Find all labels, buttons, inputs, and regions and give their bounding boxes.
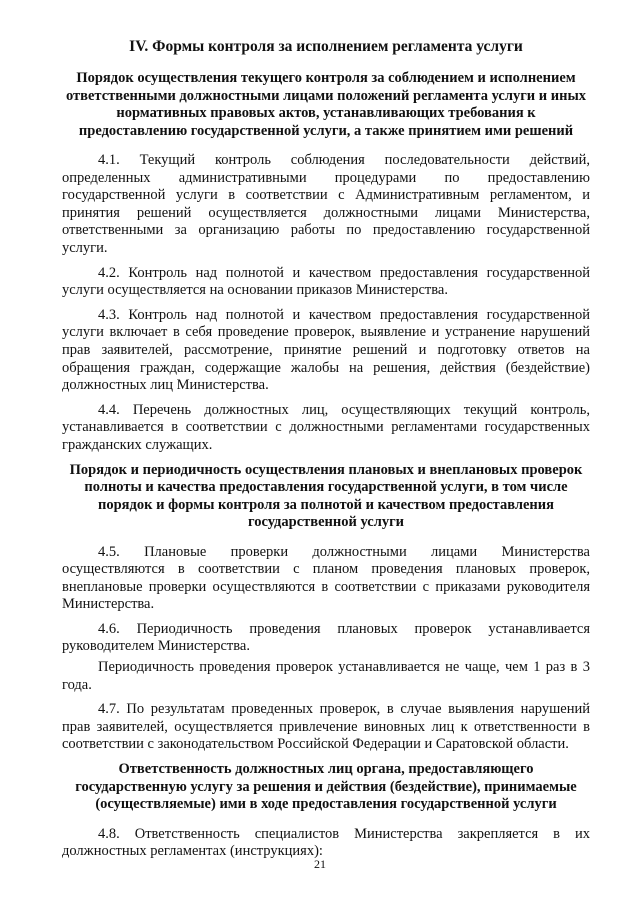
heading-inspections: Порядок и периодичность осуществления плановых и внеплановых проверок полноты и качества предоставления государственной услуги, в том числе порядок и формы контроля за полнотой и качеством предоставления государственной услуги — [69, 461, 583, 530]
paragraph-4-6: 4.6. Периодичность проведения плановых проверок устанавливается руководителем Министерства. — [62, 620, 590, 655]
paragraph-4-2: 4.2. Контроль над полнотой и качеством предоставления государственной услуги осуществляется на основании приказов Министерства. — [62, 264, 590, 299]
heading-responsibility: Ответственность должностных лиц органа, предоставляющего государственную услугу за решения и действия (бездействие), принимаемые (осуществляемые) ими в ходе предоставления государственной услуги — [75, 761, 577, 813]
paragraph-4-5: 4.5. Плановые проверки должностными лицами Министерства осуществляются в соответствии с планом проведения плановых проверок, внеплановые проверки осуществляются в соответствии с приказами руководителя Министерства. — [62, 543, 590, 613]
paragraph-4-3: 4.3. Контроль над полнотой и качеством предоставления государственной услуги включает в себя проведение проверок, выявление и устранение нарушений прав заявителей, рассмотрение, принятие решений и подготовку ответов на обращения граждан, содержащие жалобы на решения, действия (бездействие) должностных лиц Министерства. — [62, 306, 590, 394]
section-title: IV. Формы контроля за исполнением регламента услуги — [129, 38, 523, 55]
paragraph-periodicity: Периодичность проведения проверок устанавливается не чаще, чем 1 раз в 3 года. — [62, 659, 590, 693]
paragraph-4-8: 4.8. Ответственность специалистов Министерства закрепляется в их должностных регламентах (инструкциях): — [62, 825, 590, 860]
page-number: 21 — [314, 857, 326, 871]
paragraph-4-4: 4.4. Перечень должностных лиц, осуществляющих текущий контроль, устанавливается в соответствии с должностными регламентами государственных гражданских служащих. — [62, 401, 590, 453]
paragraph-4-1: 4.1. Текущий контроль соблюдения последовательности действий, определенных административными процедурами по предоставлению государственной услуги в соответствии с Административным регламентом, и принятия решений осуществляется должностными лицами Министерства, ответственными за организацию работы по предоставлению государственной услуги. — [62, 152, 590, 256]
heading-current-control: Порядок осуществления текущего контроля за соблюдением и исполнением ответственными должностными лицами положений регламента услуги и иных нормативных правовых актов, устанавливающих требования к предоставлению государственной услуги, а также принятием ими решений — [65, 70, 587, 139]
paragraph-4-7: 4.7. По результатам проведенных проверок, в случае выявления нарушений прав заявителей, осуществляется привлечение виновных лиц к ответственности в соответствии с законодательством Российской Федерации и Саратовской области. — [62, 701, 590, 753]
